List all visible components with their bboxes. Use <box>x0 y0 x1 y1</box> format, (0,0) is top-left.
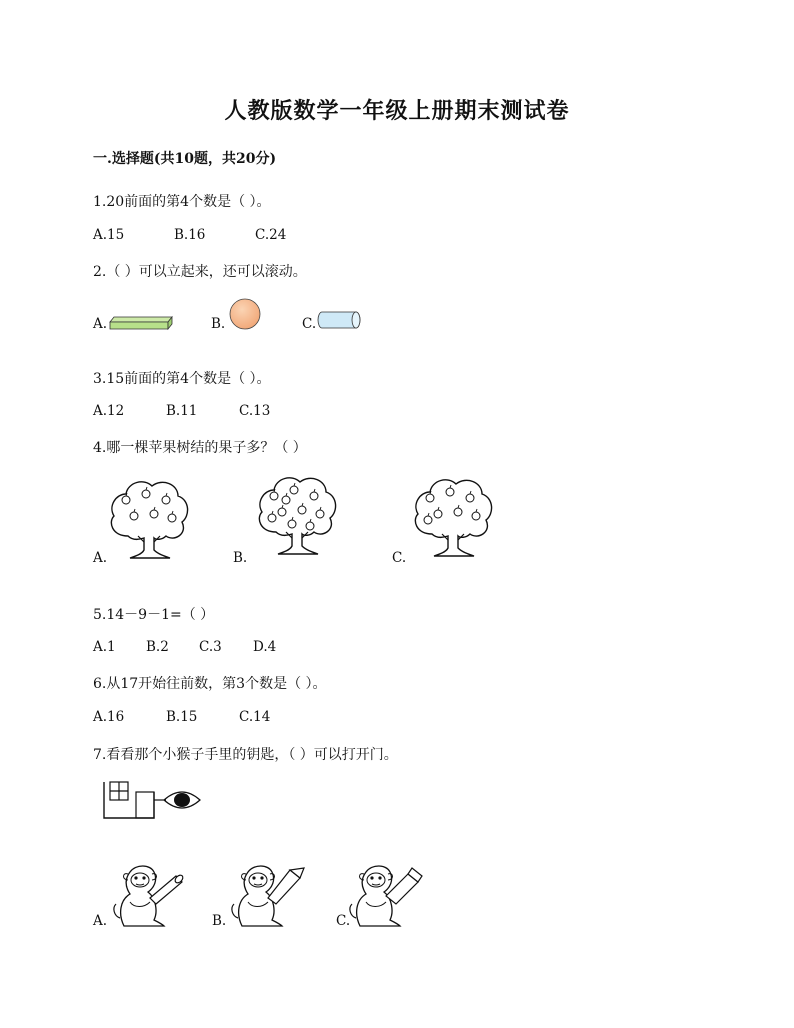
question-7: 7.看看那个小猴子手里的钥匙，（ ）可以打开门。 <box>93 747 398 763</box>
q2-option-b[interactable]: B. <box>211 316 226 332</box>
cuboid-icon <box>108 316 172 330</box>
apple-tree-icon <box>412 476 494 558</box>
q7-option-b[interactable]: B. <box>212 913 227 929</box>
q1-option-a[interactable]: A.15 <box>93 227 125 243</box>
monkey-key-cuboid-icon <box>346 858 426 928</box>
q3-option-b[interactable]: B.11 <box>166 403 198 419</box>
q4-option-c[interactable]: C. <box>392 550 407 566</box>
q7-option-a[interactable]: A. <box>93 913 108 929</box>
apple-tree-icon <box>108 478 190 560</box>
q5-option-a[interactable]: A.1 <box>93 639 116 655</box>
q5-option-d[interactable]: D.4 <box>253 639 277 655</box>
q1-option-b[interactable]: B.16 <box>174 227 206 243</box>
q2-option-c[interactable]: C. <box>302 316 317 332</box>
q6-option-c[interactable]: C.14 <box>239 709 271 725</box>
q7-option-c[interactable]: C. <box>336 913 351 929</box>
section-heading: 一.选择题(共10题，共20分) <box>93 151 277 167</box>
question-4: 4.哪一棵苹果树结的果子多？（ ） <box>93 440 307 456</box>
question-1: 1.20前面的第4个数是（ ）。 <box>93 194 271 210</box>
q2-option-a[interactable]: A. <box>93 316 108 332</box>
question-6: 6.从17开始往前数，第3个数是（ ）。 <box>93 676 327 692</box>
q6-option-a[interactable]: A.16 <box>93 709 125 725</box>
q5-option-b[interactable]: B.2 <box>146 639 169 655</box>
question-2: 2.（ ）可以立起来，还可以滚动。 <box>93 264 307 280</box>
monkey-key-cylinder-icon <box>110 858 190 928</box>
question-5: 5.14－9－1=（ ） <box>93 607 215 623</box>
q1-option-c[interactable]: C.24 <box>255 227 287 243</box>
monkey-key-triangular-prism-icon <box>228 858 308 928</box>
q5-option-c[interactable]: C.3 <box>199 639 222 655</box>
q6-option-b[interactable]: B.15 <box>166 709 198 725</box>
q3-option-c[interactable]: C.13 <box>239 403 271 419</box>
q3-option-a[interactable]: A.12 <box>93 403 125 419</box>
page-title: 人教版数学一年级上册期末测试卷 <box>224 98 570 124</box>
question-3: 3.15前面的第4个数是（ ）。 <box>93 371 271 387</box>
door-lock-icon <box>102 780 202 820</box>
q4-option-a[interactable]: A. <box>93 550 108 566</box>
ball-icon <box>229 298 261 330</box>
cylinder-icon <box>318 311 362 329</box>
q4-option-b[interactable]: B. <box>233 550 248 566</box>
apple-tree-icon <box>256 474 338 558</box>
